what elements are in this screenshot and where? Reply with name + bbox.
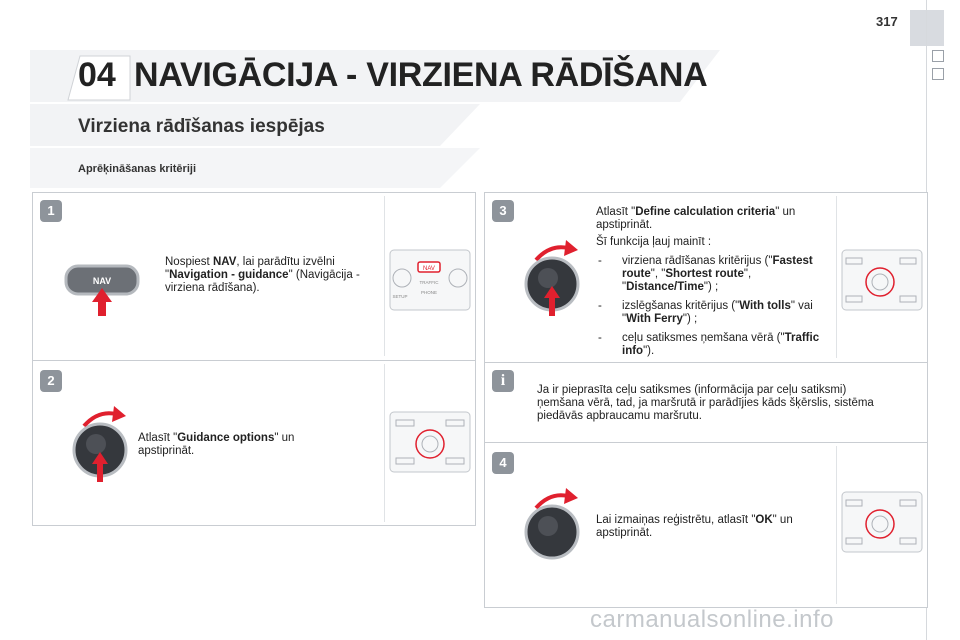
right-vsep-1 — [836, 196, 837, 358]
nav-button-label: NAV — [92, 276, 112, 286]
left-vsep-2 — [384, 364, 385, 522]
side-square-2 — [932, 68, 944, 80]
step-4-text: Lai izmaiņas reģistrētu, atlasīt "OK" un apstiprināt. — [596, 514, 793, 539]
right-vsep-2 — [836, 446, 837, 604]
step-2-text: Atlasīt "Guidance options" un apstiprināt. — [138, 432, 295, 457]
step-1-text: Nospiest NAV, lai parādītu izvēlni "Navigation - guidance" (Navigācija - virziena rādīšana). — [165, 256, 360, 294]
control-panel-illustration-2 — [388, 410, 472, 474]
right-panel-divider-1 — [484, 362, 928, 363]
control-panel-illustration-4 — [840, 490, 924, 554]
step-badge-1: 1 — [40, 200, 62, 222]
step-3-intro: Atlasīt "Define calculation criteria" un apstiprināt. — [596, 206, 796, 231]
rotary-knob-illustration-4 — [518, 486, 590, 566]
nav-button-illustration — [62, 258, 142, 318]
subsection-title: Aprēķināšanas kritēriji — [78, 163, 197, 175]
side-tab — [910, 10, 944, 46]
side-square-1 — [932, 50, 944, 62]
step-badge-3: 3 — [492, 200, 514, 222]
svg-text:PHONE: PHONE — [420, 290, 438, 295]
left-vsep-1 — [384, 196, 385, 356]
rotary-knob-illustration-2 — [66, 404, 138, 484]
step-3-line2: Šī funkcija ļauj mainīt : — [596, 236, 712, 248]
chapter-number: 04 — [78, 56, 116, 94]
step-badge-4: 4 — [492, 452, 514, 474]
section-title: Virziena rādīšanas iespējas — [78, 116, 325, 137]
page-title: NAVIGĀCIJA - VIRZIENA RĀDĪŠANA — [134, 56, 708, 94]
control-panel-illustration-3 — [840, 248, 924, 312]
control-panel-illustration-1 — [388, 248, 472, 312]
step-badge-2: 2 — [40, 370, 62, 392]
list-item: - ceļu satiksmes ņemšana vērā ("Traffic info"). — [596, 332, 828, 358]
rotary-knob-illustration-3 — [518, 238, 590, 318]
page-number: 317 — [876, 14, 898, 29]
list-item: - izslēgšanas kritērijus ("With tolls" vai "With Ferry") ; — [596, 300, 828, 326]
info-text: Ja ir pieprasīta ceļu satiksmes (informācija par ceļu satiksmi) ņemšana vērā, tad, ja maršrutā ir parādījies kāds šķērslis, sistēma piedāvās apbraucamu maršrutu. — [537, 384, 874, 422]
left-panel-divider — [32, 360, 476, 361]
right-panel-divider-2 — [484, 442, 928, 443]
svg-text:TRAFFIC: TRAFFIC — [419, 280, 439, 285]
svg-text:NAV: NAV — [423, 266, 435, 272]
list-item: - virziena rādīšanas kritērijus ("Fastest route", "Shortest route", "Distance/Time") ; — [596, 255, 828, 294]
criteria-list — [596, 255, 828, 358]
svg-text:SETUP: SETUP — [392, 294, 408, 299]
step-3-text — [596, 206, 828, 358]
watermark: carmanualsonline.info — [590, 606, 834, 633]
info-icon: i — [492, 370, 514, 392]
